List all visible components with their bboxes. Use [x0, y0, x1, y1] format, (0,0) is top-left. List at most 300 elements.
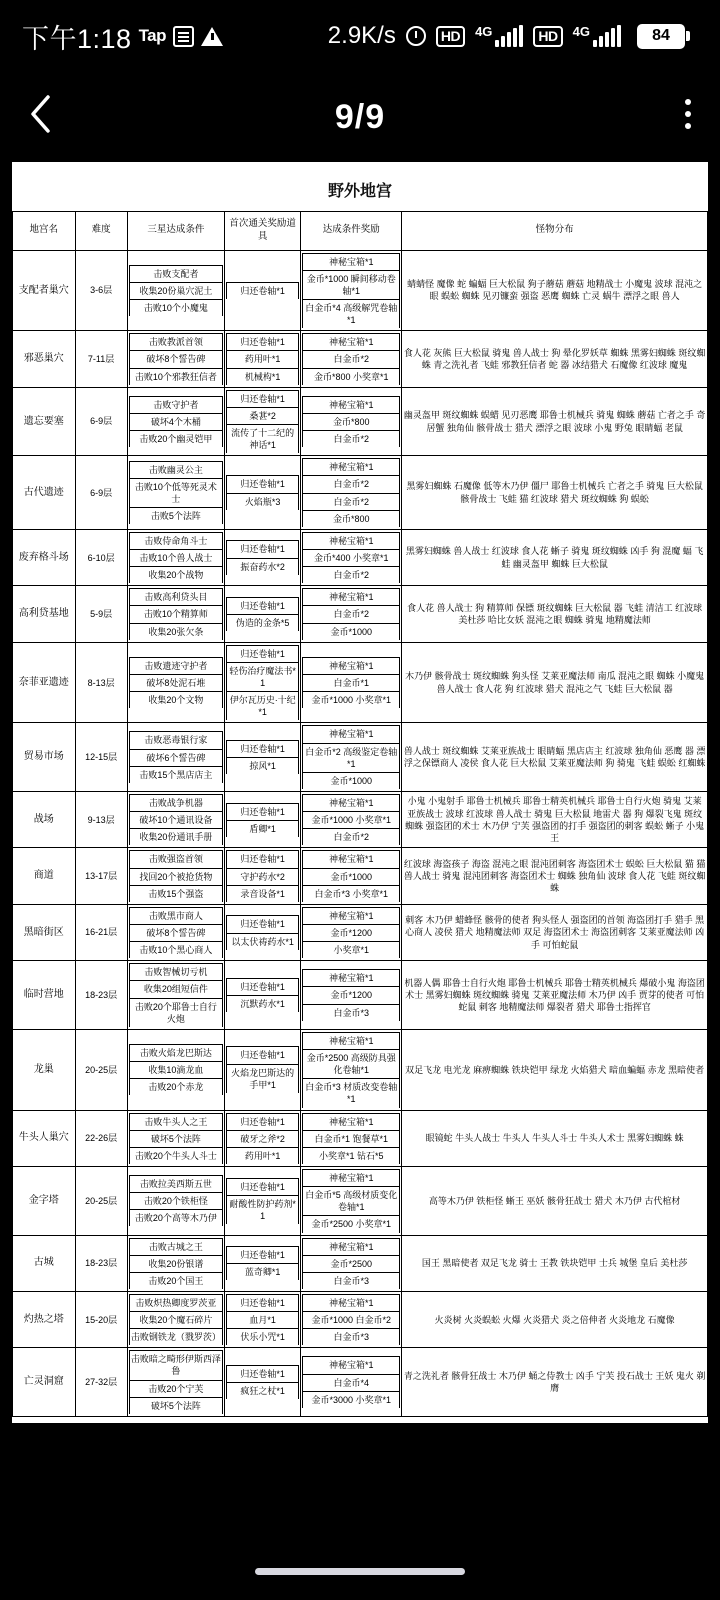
- cell-star-conditions: [127, 1166, 224, 1235]
- cell-star-conditions-line: 击败20个牛头人斗士: [129, 1147, 222, 1164]
- cell-dungeon-name: 商道: [13, 848, 76, 904]
- cell-first-clear: [224, 456, 300, 530]
- cell-monsters: 幽灵盔甲 斑纹蜘蛛 蜈蜡 见刃恶鹰 耶鲁士机械兵 骑鬼 蜘蛛 蘑菇 亡者之手 奇居蟹 独角仙 骸骨战士 猎犬 漂浮之眼 波球 小鬼 野兔 眼睛蝠 老鼠: [402, 387, 708, 456]
- cell-star-conditions: [127, 250, 224, 331]
- cell-dungeon-name: 贸易市场: [13, 723, 76, 792]
- cell-star-conditions-line: 击败支配者: [129, 265, 222, 282]
- table-body: [13, 250, 708, 1416]
- cell-star-conditions-line: 击败20个高等木乃伊: [129, 1210, 222, 1227]
- cell-first-clear: [224, 331, 300, 387]
- cell-first-clear: [224, 1291, 300, 1347]
- cell-rewards-line: 神秘宝箱*1: [303, 334, 400, 351]
- tap-label: Tap: [138, 26, 167, 45]
- network-speed: 2.9K/s: [327, 22, 396, 49]
- cell-difficulty: 6-10层: [75, 529, 127, 585]
- cell-first-clear-line: 归还卷轴*1: [226, 541, 298, 558]
- cell-star-conditions: [127, 456, 224, 530]
- column-header-reward: 达成条件奖励: [301, 212, 402, 251]
- cell-first-clear-line: 归还卷轴*1: [226, 978, 298, 995]
- cell-monsters: 蜻蜻怪 魔像 蛇 蝙蝠 巨大松鼠 狗子蘑菇 蘑菇 地精战士 小魔鬼 波球 混沌之眼 蜈蚣 蜘蛛 见刃镰蛮 强盗 恶鹰 蜘蛛 亡灵 蜗牛 漂浮之眼 兽人: [402, 250, 708, 331]
- cell-first-clear-line: 破牙之斧*2: [226, 1130, 298, 1147]
- cell-rewards: [301, 642, 402, 723]
- cell-first-clear-line: 机械构*1: [226, 368, 298, 385]
- cell-first-clear-line: 归还卷轴*1: [226, 1047, 298, 1064]
- cell-star-conditions-line: 击败10个邪教狂信者: [129, 368, 222, 385]
- cell-difficulty: 20-25层: [75, 1166, 127, 1235]
- signal-bars-sim2: [593, 25, 621, 47]
- cell-first-clear: [224, 791, 300, 847]
- cell-difficulty: 9-13层: [75, 791, 127, 847]
- cell-rewards-line: 金币*800 小奖章*1: [303, 368, 400, 385]
- network-type-sim1: 4G: [475, 24, 493, 39]
- cell-star-conditions-line: 击败10个小魔鬼: [129, 300, 222, 317]
- table-row: [13, 586, 708, 642]
- cell-rewards-line: 白金币*2: [303, 829, 400, 846]
- cell-first-clear-line: 归还卷轴*1: [226, 916, 298, 933]
- cell-dungeon-name: 邪恶巢穴: [13, 331, 76, 387]
- table-row: [13, 1348, 708, 1417]
- cell-difficulty: 3-6层: [75, 250, 127, 331]
- signal-sim1: [475, 25, 523, 47]
- cell-first-clear-line: 药用叶*1: [226, 1147, 298, 1164]
- cell-rewards-line: 白金币*5 高级材质变化卷轴*1: [303, 1187, 400, 1216]
- cell-star-conditions: [127, 1235, 224, 1291]
- cell-star-conditions-line: 击败10个黑心商人: [129, 942, 222, 959]
- cell-monsters: 食人花 灰熊 巨大松鼠 骑鬼 兽人战士 狗 晕化罗妖草 蜘蛛 黑雾妇蜘蛛 斑纹蜘蛛 青之洗礼者 飞蛙 邪教狂信者 蛇 器 冰结猎犬 石魔像 红波球 魔鬼: [402, 331, 708, 387]
- cell-rewards-line: 金币*1000: [303, 623, 400, 640]
- cell-rewards-line: 白金币*3: [303, 1329, 400, 1346]
- cell-rewards: [301, 586, 402, 642]
- network-type-sim2: 4G: [572, 24, 590, 39]
- image-viewer[interactable]: [0, 162, 720, 1542]
- cell-rewards: [301, 1110, 402, 1166]
- page-indicator: 9/9: [334, 97, 386, 136]
- cell-rewards-line: 金币*800: [303, 413, 400, 430]
- cell-monsters: 火炎树 火炎蜈蚣 火爆 火炎猎犬 炎之倍伸者 火炎地龙 石魔像: [402, 1291, 708, 1347]
- warning-icon: [201, 27, 223, 46]
- cell-first-clear: [224, 250, 300, 331]
- cell-first-clear-line: 蓝奇卿*1: [226, 1264, 298, 1281]
- cell-dungeon-name: 古代遗迹: [13, 456, 76, 530]
- cell-star-conditions-line: 击败20个幽灵铠甲: [129, 431, 222, 448]
- status-bar-left: [22, 17, 223, 56]
- dungeon-table-sheet: [12, 162, 708, 1423]
- cell-star-conditions-line: 击败10个精算师: [129, 606, 222, 623]
- table-row: [13, 250, 708, 331]
- table-row: [13, 961, 708, 1030]
- cell-rewards-line: 小奖章*1 钻石*5: [303, 1147, 400, 1164]
- app-bar: [0, 72, 720, 162]
- cell-rewards-line: 金币*2500 高级防具强化卷轴*1: [303, 1049, 400, 1078]
- cell-star-conditions-line: 收集20个战物: [129, 567, 222, 584]
- cell-rewards-line: 金币*2500 小奖章*1: [303, 1216, 400, 1233]
- cell-difficulty: 13-17层: [75, 848, 127, 904]
- battery-level: 84: [637, 24, 685, 49]
- cell-monsters: 青之洗礼者 骸骨狂战士 木乃伊 蛹之侍教士 凶手 宁芙 投石战士 王妖 鬼火 剃膺: [402, 1348, 708, 1417]
- cell-rewards-line: 金币*1000 瞬间移动卷轴*1: [303, 270, 400, 299]
- cell-first-clear-line: 伪造的金条*5: [226, 615, 298, 632]
- cell-star-conditions-line: 击败侍命角斗士: [129, 532, 222, 549]
- cell-first-clear: [224, 904, 300, 960]
- cell-rewards-line: 神秘宝箱*1: [303, 459, 400, 476]
- cell-rewards-line: 白金币*4 高级解咒卷轴*1: [303, 300, 400, 329]
- cell-star-conditions-line: 击败20个赤龙: [129, 1079, 222, 1096]
- cell-star-conditions-line: 收集20份通讯手册: [129, 829, 222, 846]
- cell-star-conditions-line: 击败15个黑店店主: [129, 766, 222, 783]
- cell-first-clear-line: 归还卷轴*1: [226, 851, 298, 868]
- cell-rewards: [301, 250, 402, 331]
- cell-first-clear-line: 归还卷轴*1: [226, 645, 298, 662]
- cell-rewards: [301, 1291, 402, 1347]
- cell-star-conditions: [127, 586, 224, 642]
- cell-star-conditions: [127, 791, 224, 847]
- cell-first-clear-line: 归还卷轴*1: [226, 1178, 298, 1195]
- cell-first-clear-line: 耐酸性防护药剂*1: [226, 1195, 298, 1224]
- cell-star-conditions-line: 收集20张欠条: [129, 623, 222, 640]
- cell-dungeon-name: 战场: [13, 791, 76, 847]
- table-row: [13, 387, 708, 456]
- cell-first-clear-line: 归还卷轴*1: [226, 476, 298, 493]
- cell-star-conditions-line: 击败高利贷头目: [129, 589, 222, 606]
- cell-rewards-line: 神秘宝箱*1: [303, 851, 400, 868]
- table-row: [13, 456, 708, 530]
- cell-rewards: [301, 1348, 402, 1417]
- cell-first-clear-line: 流传了十二纪的神话*1: [226, 425, 298, 454]
- cell-rewards: [301, 1166, 402, 1235]
- cell-dungeon-name: 支配者巢穴: [13, 250, 76, 331]
- cell-dungeon-name: 亡灵洞窟: [13, 1348, 76, 1417]
- cell-first-clear-line: 伊尔瓦历史·十纪*1: [226, 692, 298, 721]
- cell-first-clear: [224, 1235, 300, 1291]
- cell-star-conditions: [127, 1029, 224, 1110]
- cell-dungeon-name: 遗忘要塞: [13, 387, 76, 456]
- cell-first-clear-line: 桑葚*2: [226, 407, 298, 424]
- cell-first-clear: [224, 723, 300, 792]
- cell-rewards-line: 白金币*3 小奖章*1: [303, 885, 400, 902]
- status-time: 下午1:18: [22, 23, 132, 54]
- back-button[interactable]: [28, 93, 78, 142]
- cell-rewards-line: 白金币*2: [303, 493, 400, 510]
- cell-first-clear: [224, 586, 300, 642]
- cell-rewards-line: 白金币*3: [303, 1004, 400, 1021]
- cell-monsters: 高等木乃伊 铁柜怪 蜥王 巫妖 骸骨狂战士 猎犬 木乃伊 古代棺材: [402, 1166, 708, 1235]
- cell-star-conditions-line: 击败20个国王: [129, 1272, 222, 1289]
- cell-rewards: [301, 387, 402, 456]
- cell-first-clear-line: 疯狂之杖*1: [226, 1383, 298, 1400]
- table-row: [13, 723, 708, 792]
- cell-star-conditions-line: 击败黑市商人: [129, 907, 222, 924]
- cell-dungeon-name: 龙巢: [13, 1029, 76, 1110]
- cell-rewards: [301, 791, 402, 847]
- cell-star-conditions: [127, 848, 224, 904]
- cell-star-conditions-line: 收集10滴龙血: [129, 1062, 222, 1079]
- cell-rewards-line: 神秘宝箱*1: [303, 253, 400, 270]
- cell-rewards: [301, 529, 402, 585]
- cell-rewards-line: 白金币*2: [303, 476, 400, 493]
- cell-rewards-line: 神秘宝箱*1: [303, 396, 400, 413]
- cell-star-conditions: [127, 723, 224, 792]
- cell-first-clear-line: 守护药水*2: [226, 868, 298, 885]
- cell-difficulty: 22-26层: [75, 1110, 127, 1166]
- cell-rewards-line: 白金币*3: [303, 1272, 400, 1289]
- cell-first-clear-line: 归还卷轴*1: [226, 1294, 298, 1311]
- cell-rewards: [301, 723, 402, 792]
- cell-rewards-line: 神秘宝箱*1: [303, 970, 400, 987]
- cell-first-clear-line: 药用叶*1: [226, 351, 298, 368]
- cell-rewards-line: 金币*800: [303, 510, 400, 527]
- cell-difficulty: 6-9层: [75, 387, 127, 456]
- cell-rewards-line: 神秘宝箱*1: [303, 1032, 400, 1049]
- cell-rewards-line: 神秘宝箱*1: [303, 1294, 400, 1311]
- cell-difficulty: 6-9层: [75, 456, 127, 530]
- cell-first-clear-line: 归还卷轴*1: [226, 282, 298, 299]
- cell-first-clear: [224, 642, 300, 723]
- cell-rewards-line: 神秘宝箱*1: [303, 589, 400, 606]
- cell-rewards-line: 金币*1200: [303, 987, 400, 1004]
- cell-star-conditions-line: 击败拉美西斯五世: [129, 1176, 222, 1193]
- cell-star-conditions-line: 破坏8个誓告碑: [129, 351, 222, 368]
- cell-star-conditions: [127, 642, 224, 723]
- column-header-name: 地宫名: [13, 212, 76, 251]
- cell-first-clear-line: 血月*1: [226, 1312, 298, 1329]
- cell-first-clear-line: 归还卷轴*1: [226, 741, 298, 758]
- cell-star-conditions-line: 击败火焰龙巴斯达: [129, 1044, 222, 1061]
- cell-difficulty: 18-23层: [75, 961, 127, 1030]
- column-header-first: 首次通关奖励道具: [224, 212, 300, 251]
- cell-rewards: [301, 331, 402, 387]
- cell-first-clear-line: 振奋药水*2: [226, 558, 298, 575]
- cell-star-conditions-line: 击败钢铁龙（戮罗茨）: [129, 1329, 222, 1346]
- cell-star-conditions-line: 破坏8处泥石堆: [129, 675, 222, 692]
- cell-rewards-line: 神秘宝箱*1: [303, 657, 400, 674]
- cell-star-conditions-line: 破坏6个誓告碑: [129, 749, 222, 766]
- column-header-monsters: 怪物分布: [402, 212, 708, 251]
- cell-rewards-line: 白金币*4: [303, 1374, 400, 1391]
- cell-monsters: 木乃伊 骸骨战士 斑纹蜘蛛 狗头怪 艾莱亚魔法师 南瓜 混沌之眼 蜘蛛 小魔鬼 兽人战士 食人花 狗 红波球 猎犬 混沌之气 飞蛙 巨大松鼠 器: [402, 642, 708, 723]
- cell-star-conditions-line: 击败智械切亏机: [129, 964, 222, 981]
- column-header-difficulty: 难度: [75, 212, 127, 251]
- cell-rewards-line: 神秘宝箱*1: [303, 532, 400, 549]
- cell-rewards-line: 白金币*2: [303, 351, 400, 368]
- cell-star-conditions-line: 击败恶毒银行家: [129, 732, 222, 749]
- cell-star-conditions-line: 破坏5个法阵: [129, 1130, 222, 1147]
- cell-rewards: [301, 904, 402, 960]
- table-row: [13, 1166, 708, 1235]
- cell-difficulty: 18-23层: [75, 1235, 127, 1291]
- cell-difficulty: 27-32层: [75, 1348, 127, 1417]
- cell-difficulty: 16-21层: [75, 904, 127, 960]
- cell-first-clear-line: 归还卷轴*1: [226, 1113, 298, 1130]
- cell-star-conditions: [127, 1348, 224, 1417]
- table-row: [13, 1291, 708, 1347]
- cell-first-clear: [224, 529, 300, 585]
- cell-star-conditions: [127, 904, 224, 960]
- cell-rewards-line: 神秘宝箱*1: [303, 794, 400, 811]
- cell-star-conditions-line: 击败牛头人之王: [129, 1113, 222, 1130]
- cell-first-clear-line: 归还卷轴*1: [226, 803, 298, 820]
- cell-rewards-line: 金币*2500: [303, 1255, 400, 1272]
- more-vertical-icon[interactable]: [642, 98, 692, 136]
- home-indicator[interactable]: [255, 1568, 465, 1575]
- cell-rewards-line: 神秘宝箱*1: [303, 1357, 400, 1374]
- cell-star-conditions-line: 击败炽热卿度罗茨亚: [129, 1294, 222, 1311]
- cell-monsters: 黑雾妇蜘蛛 兽人战士 红波球 食人花 蜥子 骑鬼 斑纹蜘蛛 凶手 狗 混魔 蝠 飞蛙 幽灵盔甲 蜘蛛 巨大松鼠: [402, 529, 708, 585]
- sheet-title: 野外地宫: [327, 183, 392, 200]
- cell-monsters: 刺客 木乃伊 蜡蜂怪 骸骨的使者 狗头怪人 强盗团的首领 海盗团打手 猎手 黑心商人 凌侯 猎犬 地精魔法师 双足 海盗团术士 海盗团刺客 艾莱亚魔法师 凶手 可怕蛇鼠: [402, 904, 708, 960]
- table-row: [13, 1029, 708, 1110]
- cell-monsters: 双足飞龙 电光龙 麻痹蜘蛛 铁块铠甲 绿龙 火焰猎犬 暗血蝙蝠 赤龙 黑暗使者: [402, 1029, 708, 1110]
- cell-rewards: [301, 961, 402, 1030]
- cell-difficulty: 20-25层: [75, 1029, 127, 1110]
- cell-rewards-line: 白金币*2: [303, 431, 400, 448]
- cell-first-clear-line: 沉默药水*1: [226, 996, 298, 1013]
- cell-rewards-line: 白金币*3 材质改变卷轴*1: [303, 1079, 400, 1108]
- cell-rewards-line: 神秘宝箱*1: [303, 726, 400, 743]
- cell-dungeon-name: 黑暗街区: [13, 904, 76, 960]
- cell-monsters: 眼镜蛇 牛头人战士 牛头人 牛头人斗士 牛头人术士 黑雾妇蜘蛛 蛛: [402, 1110, 708, 1166]
- hd-badge-sim1: HD: [436, 26, 465, 47]
- cell-rewards-line: 白金币*2 高级鉴定卷轴*1: [303, 743, 400, 772]
- cell-star-conditions-line: 找回20个被抢货物: [129, 868, 222, 885]
- cell-monsters: 国王 黑暗使者 双足飞龙 骑士 王教 铁块铠甲 士兵 城堡 皇后 美杜莎: [402, 1235, 708, 1291]
- cell-rewards-line: 金币*1000 白金币*2: [303, 1312, 400, 1329]
- cell-rewards-line: 金币*1200: [303, 924, 400, 941]
- cell-star-conditions-line: 击败强盗首领: [129, 851, 222, 868]
- cell-star-conditions: [127, 1110, 224, 1166]
- cell-first-clear-line: 归还卷轴*1: [226, 1247, 298, 1264]
- dungeon-table: [12, 211, 708, 1417]
- cell-rewards-line: 白金币*2: [303, 606, 400, 623]
- cell-star-conditions-line: 击败5个法阵: [129, 508, 222, 525]
- hd-badge-sim2: HD: [533, 26, 562, 47]
- cell-star-conditions: [127, 331, 224, 387]
- cell-star-conditions-line: 击败10个兽人战士: [129, 550, 222, 567]
- battery-indicator: [637, 24, 690, 49]
- table-row: [13, 791, 708, 847]
- signal-bars-sim1: [495, 25, 523, 47]
- cell-star-conditions-line: 击败10个低等死灵术士: [129, 478, 222, 507]
- cell-star-conditions: [127, 1291, 224, 1347]
- cell-difficulty: 8-13层: [75, 642, 127, 723]
- cell-star-conditions-line: 破坏10个通讯设备: [129, 812, 222, 829]
- cell-rewards-line: 神秘宝箱*1: [303, 907, 400, 924]
- cell-first-clear-line: 归还卷轴*1: [226, 597, 298, 614]
- cell-first-clear-line: 以太伏祷药水*1: [226, 933, 298, 950]
- cell-monsters: 兽人战士 斑纹蜘蛛 艾莱亚族战士 眼睛蝠 黑店店主 红波球 独角仙 恶鹰 器 漂浮之保镖商人 凌侯 食人花 巨大松鼠 艾莱亚魔法师 狗 骑鬼 飞蛙 蜈蚣 红蜘蛛: [402, 723, 708, 792]
- cell-rewards: [301, 456, 402, 530]
- cell-dungeon-name: 灼热之塔: [13, 1291, 76, 1347]
- cell-difficulty: 7-11层: [75, 331, 127, 387]
- cell-first-clear-line: 录音设备*1: [226, 885, 298, 902]
- cell-star-conditions-line: 击败15个强盗: [129, 885, 222, 902]
- cell-rewards-line: 金币*1000: [303, 772, 400, 789]
- cell-dungeon-name: 古城: [13, 1235, 76, 1291]
- cell-first-clear: [224, 961, 300, 1030]
- cell-monsters: 食人花 兽人战士 狗 精算师 保镖 斑纹蜘蛛 巨大松鼠 器 飞蛙 清洁工 红波球 美杜莎 哈比女妖 混沌之眼 蜘蛛 骑鬼 地精魔法师: [402, 586, 708, 642]
- cell-first-clear-line: 火焰瓶*3: [226, 493, 298, 510]
- cell-monsters: 小鬼 小鬼射手 耶鲁士机械兵 耶鲁士精英机械兵 耶鲁士自行火炮 骑鬼 艾莱亚族战士 波球 红波球 兽人战士 骑鬼 巨大松鼠 地雷犬 器 狗 爆裂飞鬼 斑纹蜘蛛 强盗团的术士 木乃伊 宁芙 强盗团的打手 强盗团的刺客 蜈蚣 蜥子 小鬼王: [402, 791, 708, 847]
- cell-difficulty: 5-9层: [75, 586, 127, 642]
- cell-rewards-line: 白金币*1 饱餐草*1: [303, 1130, 400, 1147]
- cell-dungeon-name: 临时营地: [13, 961, 76, 1030]
- table-header-row: [13, 212, 708, 251]
- table-row: [13, 642, 708, 723]
- table-row: [13, 529, 708, 585]
- cell-rewards: [301, 1029, 402, 1110]
- cell-dungeon-name: 废弃格斗场: [13, 529, 76, 585]
- cell-rewards-line: 金币*1000: [303, 868, 400, 885]
- cell-star-conditions: [127, 529, 224, 585]
- cell-rewards-line: 小奖章*1: [303, 942, 400, 959]
- cell-star-conditions-line: 击败20个铁柜怪: [129, 1193, 222, 1210]
- cell-first-clear-line: 火焰龙巴斯达的手甲*1: [226, 1064, 298, 1093]
- cell-first-clear: [224, 1110, 300, 1166]
- cell-rewards-line: 金币*400 小奖章*1: [303, 550, 400, 567]
- cell-star-conditions-line: 收集20组短信件: [129, 981, 222, 998]
- cell-dungeon-name: 奈菲亚遗迹: [13, 642, 76, 723]
- cell-star-conditions-line: 破坏4个木桶: [129, 413, 222, 430]
- cell-monsters: 机器人偶 耶鲁士自行火炮 耶鲁士机械兵 耶鲁士精英机械兵 爆破小鬼 海盗团术士 黑雾妇蜘蛛 斑纹蜘蛛 骑鬼 艾莱亚魔法师 木乃伊 凶手 贾芽的使者 可怕蛇鼠 刺客 地精魔法师 爆裂者 猎犬 耶鲁士指挥官: [402, 961, 708, 1030]
- status-bar-right: [223, 22, 698, 50]
- cell-difficulty: 12-15层: [75, 723, 127, 792]
- cell-rewards: [301, 848, 402, 904]
- cell-star-conditions-line: 收集20份银谱: [129, 1255, 222, 1272]
- cell-star-conditions-line: 收集20个魔石碎片: [129, 1312, 222, 1329]
- cell-first-clear-line: 归还卷轴*1: [226, 334, 298, 351]
- cell-dungeon-name: 牛头人巢穴: [13, 1110, 76, 1166]
- cell-star-conditions-line: 击败幽灵公主: [129, 461, 222, 478]
- cell-dungeon-name: 金字塔: [13, 1166, 76, 1235]
- cell-first-clear: [224, 1166, 300, 1235]
- cell-star-conditions-line: 击败古城之王: [129, 1238, 222, 1255]
- alarm-icon: [406, 26, 426, 46]
- cell-star-conditions-line: 击败20个宁芙: [129, 1380, 222, 1397]
- cell-rewards-line: 神秘宝箱*1: [303, 1238, 400, 1255]
- signal-sim2: [573, 25, 621, 47]
- cell-rewards-line: 白金币*2: [303, 567, 400, 584]
- cell-star-conditions-line: 击败遗迹守护者: [129, 657, 222, 674]
- cell-monsters: 黑雾妇蜘蛛 石魔像 低等木乃伊 僵尸 耶鲁士机械兵 亡者之手 骑鬼 巨大松鼠 骸骨战士 飞蛙 猫 红波球 猎犬 斑纹蜘蛛 狗 蜈蚣: [402, 456, 708, 530]
- cell-first-clear-line: 归还卷轴*1: [226, 1365, 298, 1382]
- cell-star-conditions-line: 击败暗之畸形伊斯西泽鲁: [129, 1351, 222, 1380]
- cell-rewards-line: 金币*1000 小奖章*1: [303, 812, 400, 829]
- cell-first-clear-line: 伏乐小咒*1: [226, 1329, 298, 1346]
- cell-star-conditions: [127, 387, 224, 456]
- cell-first-clear: [224, 1029, 300, 1110]
- table-row: [13, 331, 708, 387]
- cell-rewards-line: 白金币*1: [303, 675, 400, 692]
- table-row: [13, 904, 708, 960]
- cell-first-clear-line: 盾卿*1: [226, 820, 298, 837]
- column-header-star: 三星达成条件: [127, 212, 224, 251]
- cell-first-clear-line: 掠风*1: [226, 758, 298, 775]
- cell-star-conditions-line: 破坏5个法阵: [129, 1397, 222, 1414]
- cell-rewards-line: 金币*1000 小奖章*1: [303, 692, 400, 709]
- cell-first-clear: [224, 848, 300, 904]
- cell-dungeon-name: 高利贷基地: [13, 586, 76, 642]
- cell-rewards-line: 金币*3000 小奖章*1: [303, 1391, 400, 1408]
- cell-star-conditions-line: 击败20个耶鲁士自行火炮: [129, 998, 222, 1027]
- cell-rewards: [301, 1235, 402, 1291]
- cell-star-conditions-line: 收集20个文物: [129, 692, 222, 709]
- cell-monsters: 红波球 海盗孩子 海盗 混沌之眼 混沌团刺客 海盗团术士 蜈蚣 巨大松鼠 猫 猫 兽人战士 骑鬼 混沌团刺客 海盗团术士 蜘蛛 独角仙 波球 食人花 飞蛙 斑纹蜘蛛: [402, 848, 708, 904]
- cell-difficulty: 15-20层: [75, 1291, 127, 1347]
- status-bar: [0, 0, 720, 72]
- table-row: [13, 848, 708, 904]
- system-nav-bar: [0, 1542, 720, 1600]
- inbox-icon: [173, 26, 194, 47]
- cell-star-conditions-line: 击败战争机器: [129, 794, 222, 811]
